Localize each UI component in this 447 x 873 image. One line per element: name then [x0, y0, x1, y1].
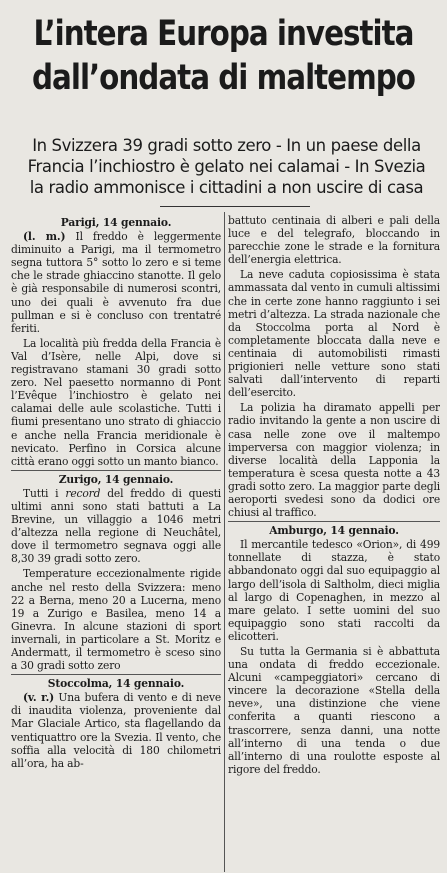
section-divider: [11, 470, 221, 471]
stockholm-paragraph-3: La polizia ha diramato appelli per radio invitando la gente a non uscire di casa nelle zone ove il maltempo imperversa con maggior violenza; in diverse località della Lapponia la temperatura è scesa questa notte a 43 gradi sotto zero. La maggior parte degli aeroporti svedesi sono da dodici ore chiusi al traffico.: [228, 401, 440, 520]
dateline-stockholm: Stoccolma, 14 gennaio.: [47, 677, 185, 691]
dateline-zurich: Zurigo, 14 gennaio.: [58, 472, 174, 486]
dateline-hamburg: Amburgo, 14 gennaio.: [269, 524, 399, 538]
headline-line-2: dall’ondata di maltempo: [32, 58, 415, 98]
zurich-text-em: record: [65, 486, 101, 500]
paris-text-1: Il freddo è leggermente diminuito a Parigi, ma il termometro segna tuttora 5° sotto lo zero e si teme che le strade ghiaccino stanotte. Il gelo è già responsabile di numerosi scontri, uno dei quali è avvenuto fra due pullman e si è concluso con trentatré feriti.: [11, 230, 221, 335]
zurich-paragraph-2: Temperature eccezionalmente rigide anche nel resto della Svizzera: meno 22 a Berna, meno 20 a Lucerna, meno 19 a Zurigo e Basilea, meno 14 a Ginevra. In alcune stazioni di sport invernali, in particolare a St. Moritz e Andermatt, il termometro è sceso sino a 30 gradi sotto zero: [11, 567, 221, 673]
section-divider: [11, 674, 221, 675]
zurich-text-a: Tutti i: [23, 486, 59, 500]
stockholm-paragraph-1: [11, 691, 221, 770]
subheadline-line-2: Francia l’inchiostro è gelato nei calamai - In Svezia: [27, 157, 426, 176]
section-divider: [228, 521, 440, 522]
zurich-text-b: del freddo di questi ultimi anni sono stati battuti a La Brevine, un villaggio a 1046 metri d’altezza nella regione di Neuchâtel, dove il termometro segnava oggi alle 8,30 39 gradi sotto zero.: [11, 486, 221, 566]
zurich-paragraph-1: [11, 487, 221, 566]
agency-tag: (l. m.): [23, 230, 66, 244]
paris-paragraph-1: [11, 230, 221, 335]
dateline-paris: Parigi, 14 gennaio.: [60, 216, 172, 229]
headline-line-1: L’intera Europa investita: [33, 14, 414, 54]
paris-paragraph-2: La località più fredda della Francia è Val d’Isère, nelle Alpi, dove si registravano stamani 30 gradi sotto zero. Nel paesetto normanno di Pont l’Evêque l’inchiostro è gelato nei calamai delle aule scolastiche. Tutti i fiumi presentano uno strato di ghiaccio e anche nella Francia meridionale è nevicato. Perfino in Corsica alcune città erano oggi sotto un manto bianco.: [11, 336, 221, 468]
stockholm-paragraph-2: La neve caduta copiosissima è stata ammassata dal vento in cumuli altissimi che in certe zone hanno raggiunto i sei metri d’altezza. La strada nazionale che da Stoccolma porta al Nord è completamente bloccata dalla neve e centinaia di automobilisti rimasti prigionieri nelle vetture sono stati salvati dall’intervento di reparti dell’esercito.: [228, 268, 440, 400]
stockholm-text-1: Una bufera di vento e di neve di inaudita violenza, proveniente dal Mar Glaciale Artico, sta flagellando da ventiquattro ore la Svezia. Il vento, che soffia alla velocità di 180 chilometri all’ora, ha ab-: [11, 691, 221, 770]
headline: [11, 12, 437, 100]
headline-divider: [160, 206, 310, 207]
hamburg-paragraph-2: Su tutta la Germania si è abbattuta una ondata di freddo eccezionale. Alcuni «campeggiatori» cercano di vincere la decorazione «Stella della neve», una distinzione che viene conferita a quanti riescono a trascorrere, senza danni, una notte all’interno di una tenda o due all’interno di una roulotte esposte al rigore del freddo.: [228, 645, 440, 776]
stockholm-paragraph-continued: battuto centinaia di alberi e pali della luce e del telegrafo, bloccando in parecchie zone le strade e la fornitura dell’energia elettrica.: [228, 214, 440, 267]
column-left: [11, 214, 221, 869]
hamburg-paragraph-1: Il mercantile tedesco «Orion», di 499 tonnellate di stazza, è stato abbandonato oggi dal suo equipaggio al largo dell’isola di Saltholm, dieci miglia al largo di Copenaghen, in mezzo al mare gelato. I sette uomini del suo equipaggio sono stati raccolti da elicotteri.: [228, 538, 440, 643]
agency-tag: (v. r.): [23, 691, 55, 705]
column-right: [228, 214, 440, 869]
subheadline: [14, 135, 439, 198]
column-divider: [224, 212, 225, 872]
subheadline-line-1: In Svizzera 39 gradi sotto zero - In un paese della: [32, 136, 421, 155]
subheadline-line-3: la radio ammonisce i cittadini a non uscire di casa: [29, 178, 424, 197]
